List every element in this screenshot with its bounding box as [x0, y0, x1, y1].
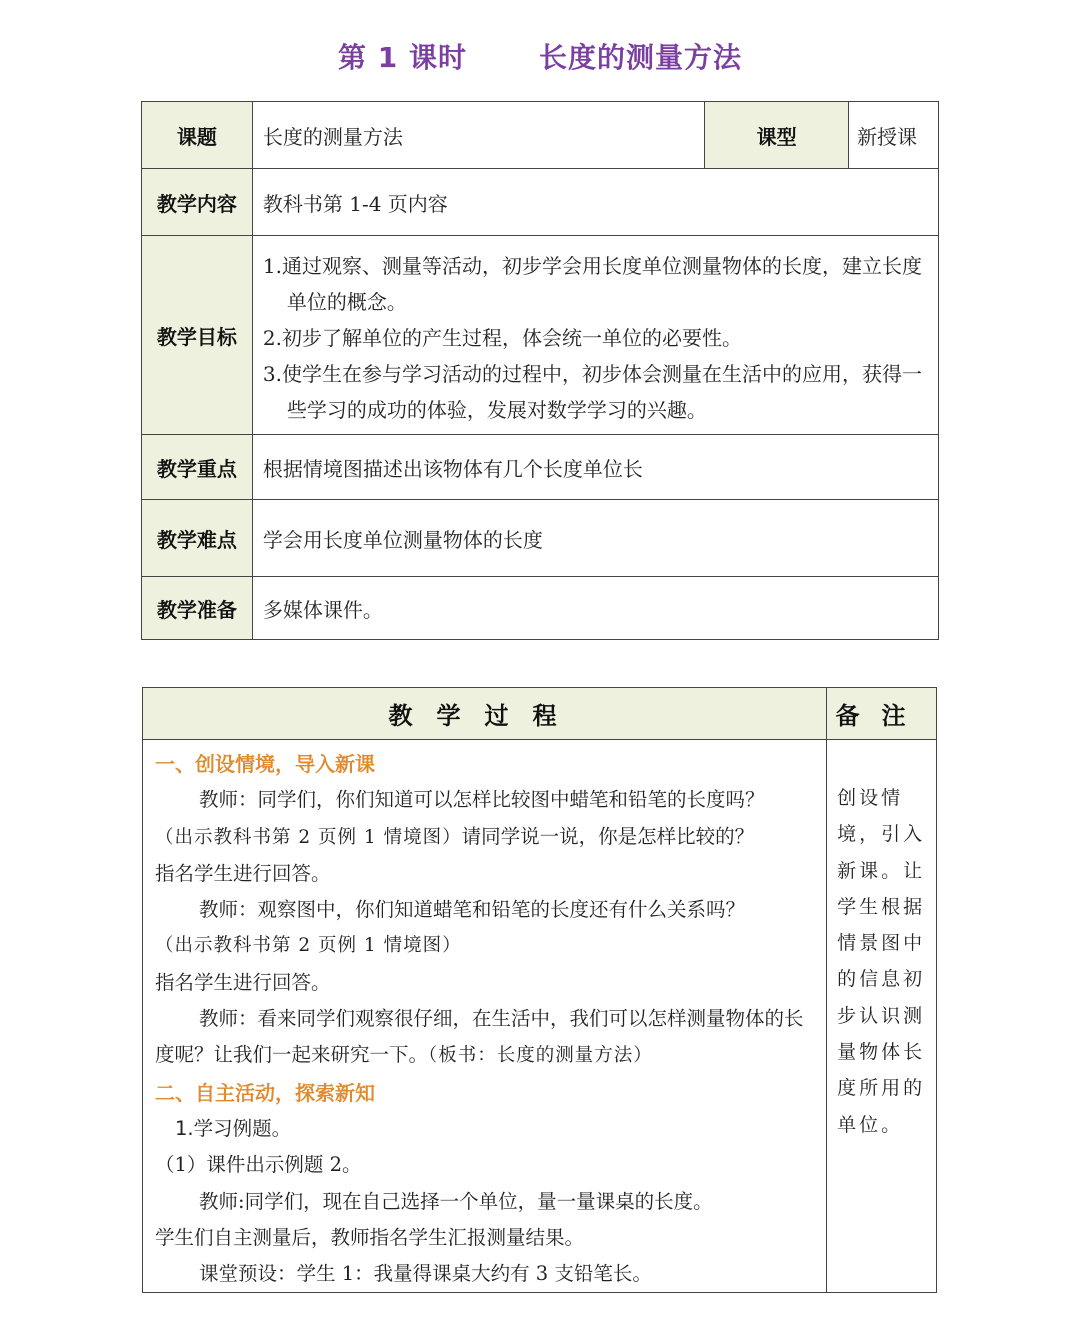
process-body-row — [143, 740, 937, 1293]
page-title — [0, 36, 1080, 76]
teaching-process-table — [142, 687, 937, 1293]
process-header: 教学过程 — [143, 688, 827, 740]
paragraph: 指名学生进行回答。 — [155, 970, 331, 994]
objective-item: 2.初步了解单位的产生过程，体会统一单位的必要性。 — [262, 326, 742, 350]
textbook-ref: （出示教科书第 2 页例 1 情境图） — [155, 826, 462, 848]
objectives-list — [252, 236, 938, 435]
topic-value: 长度的测量方法 — [252, 102, 704, 169]
paragraph — [155, 819, 818, 856]
lesson-info-table — [141, 101, 939, 640]
key-value: 根据情境图描述出该物体有几个长度单位长 — [252, 435, 938, 500]
row-difficulty — [142, 500, 939, 577]
section-heading: 二、自主活动，探索新知 — [155, 1080, 375, 1105]
lesson-topic: 长度的测量方法 — [538, 41, 742, 74]
row-key-points — [142, 435, 939, 500]
objective-item: 1.通过观察、测量等活动，初步学会用长度单位测量物体的长度，建立长度单位的概念。 — [262, 254, 922, 314]
prep-value: 多媒体课件。 — [252, 577, 938, 640]
process-header-row — [143, 688, 937, 740]
topic-label: 课题 — [142, 102, 253, 169]
paragraph: 教师:同学们，现在自己选择一个单位，量一量课桌的长度。 — [199, 1189, 713, 1213]
objective-item: 3.使学生在参与学习活动的过程中，初步体会测量在生活中的应用，获得一些学习的成功的体验，发展对数学学习的兴趣。 — [262, 362, 922, 422]
type-label: 课型 — [705, 102, 849, 169]
paragraph: 课堂预设：学生 1：我量得课桌大约有 3 支铅笔长。 — [199, 1262, 652, 1286]
board-note: （板书：长度的测量方法） — [428, 1045, 653, 1067]
paragraph — [155, 1001, 818, 1075]
prep-label: 教学准备 — [142, 577, 253, 640]
step-heading: 1.学习例题。 — [175, 1116, 292, 1140]
content-label: 教学内容 — [142, 169, 253, 236]
paragraph: 教师：观察图中，你们知道蜡笔和铅笔的长度还有什么关系吗？ — [199, 898, 746, 922]
type-value: 新授课 — [849, 102, 939, 169]
difficulty-label: 教学难点 — [142, 500, 253, 577]
paragraph-text: 请同学说一说，你是怎样比较的？ — [461, 824, 755, 848]
section-heading: 一、创设情境，导入新课 — [155, 752, 375, 776]
row-content — [142, 169, 939, 236]
row-topic — [142, 102, 939, 169]
row-preparation — [142, 577, 939, 640]
row-objectives — [142, 236, 939, 435]
difficulty-value: 学会用长度单位测量物体的长度 — [252, 500, 938, 577]
notes-header: 备注 — [827, 688, 937, 740]
process-content — [143, 740, 827, 1293]
paragraph: 指名学生进行回答。 — [155, 861, 331, 885]
objectives-label: 教学目标 — [142, 236, 253, 435]
paragraph: 教师：同学们，你们知道可以怎样比较图中蜡笔和铅笔的长度吗？ — [199, 788, 765, 812]
key-label: 教学重点 — [142, 435, 253, 500]
lesson-number: 第 1 课时 — [338, 41, 467, 74]
textbook-ref: （出示教科书第 2 页例 1 情境图） — [155, 935, 462, 957]
paragraph: （1）课件出示例题 2。 — [155, 1153, 362, 1177]
content-value: 教科书第 1-4 页内容 — [252, 169, 938, 236]
side-note: 创设情境，引入新课。让学生根据情景图中的信息初步认识测量物体长度所用的单位。 — [827, 740, 937, 1293]
paragraph-text: 教师：看来同学们观察很仔细，在生活中，我们可以怎样测量物体的长度呢？让我们一起来研究一下。 — [155, 1007, 804, 1067]
paragraph: 学生们自主测量后，教师指名学生汇报测量结果。 — [155, 1225, 585, 1249]
